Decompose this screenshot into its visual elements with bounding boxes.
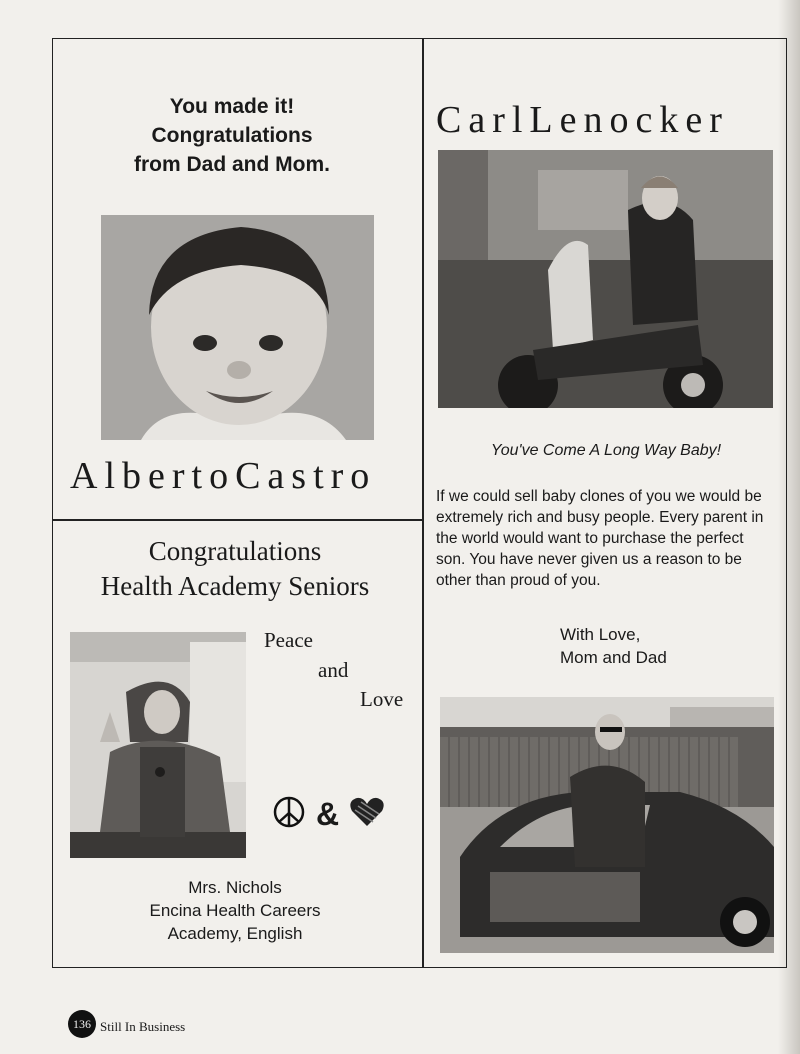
academy-heading <box>60 534 410 604</box>
word-peace: Peace <box>264 628 313 652</box>
heading-line: Congratulations <box>148 536 322 566</box>
signature-line: Encina Health Careers <box>149 901 321 920</box>
parents-message <box>80 92 384 179</box>
word-and: and <box>318 658 349 682</box>
tribute-subtitle: You've Come A Long Way Baby! <box>490 442 722 459</box>
parents-closing <box>560 623 700 669</box>
child-on-bike-photo <box>438 150 773 408</box>
baby-photo <box>101 215 374 440</box>
peace-sign-icon <box>272 795 306 834</box>
left-panel-divider <box>52 519 422 521</box>
signature-line: Academy, English <box>167 924 303 943</box>
ampersand: & <box>316 795 340 832</box>
column-divider <box>422 38 424 968</box>
teacher-signature <box>120 876 350 945</box>
closing-line: Mom and Dad <box>560 648 667 667</box>
page-number: 136 <box>68 1010 96 1038</box>
section-title: Still In Business <box>100 1019 186 1034</box>
message-line: You made it! <box>169 95 295 118</box>
tribute-body: If we could sell baby clones of you we would be extremely rich and busy people. Every parent in the world would want to purchase the perfect son. You have never given us a reason to be other than proud of you. <box>436 488 764 589</box>
young-man-with-car-photo <box>440 697 774 953</box>
peace-love-symbols <box>272 796 402 832</box>
page-footer <box>68 1010 185 1038</box>
heading-line: Health Academy Seniors <box>100 571 370 601</box>
message-line: Congratulations <box>151 124 313 147</box>
graduate-name: CarlLenocker <box>436 99 729 141</box>
student-photo <box>70 632 246 858</box>
heart-icon <box>349 796 385 833</box>
closing-line: With Love, <box>560 625 641 644</box>
signature-line: Mrs. Nichols <box>188 878 282 897</box>
word-love: Love <box>360 687 404 711</box>
message-line: from Dad and Mom. <box>133 153 330 176</box>
graduate-name: AlbertoCastro <box>70 455 377 497</box>
